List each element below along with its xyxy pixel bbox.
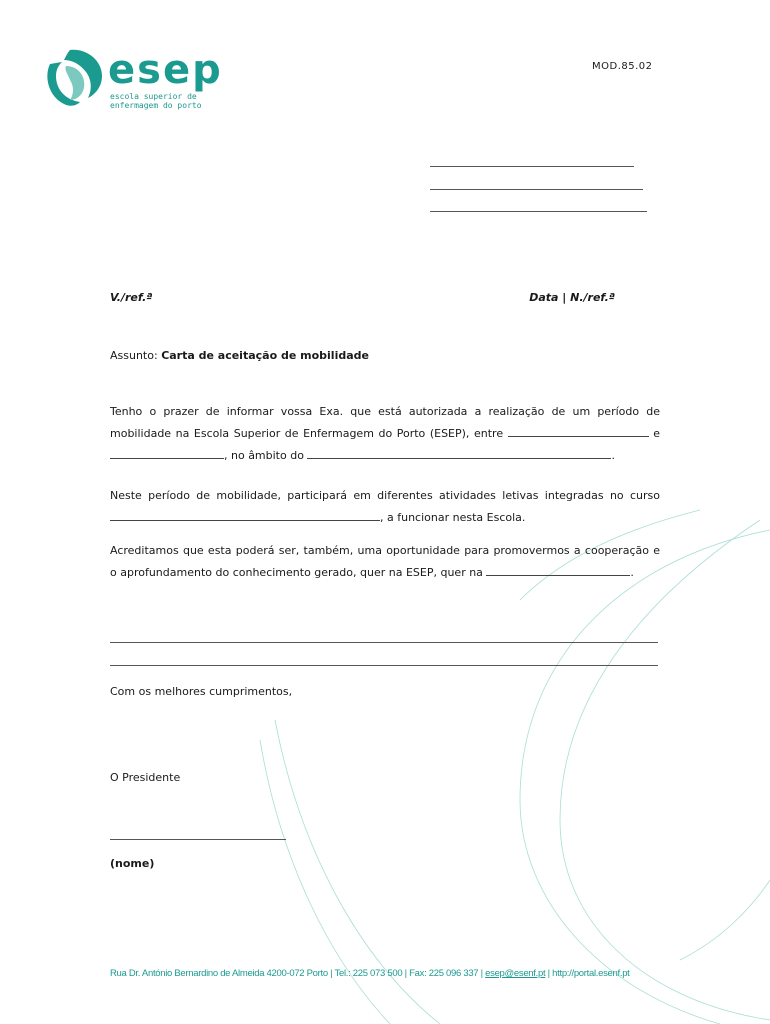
- paragraph-authorization-text-b: e: [653, 427, 660, 440]
- footer-separator: |: [545, 968, 553, 979]
- signatory-role: O Presidente: [110, 771, 181, 784]
- esep-logo: [40, 46, 240, 116]
- recipient-address-line-2: [430, 189, 643, 190]
- blank-institution: [486, 563, 630, 576]
- form-model-reference: MOD.85.02: [592, 61, 653, 72]
- subject-label: Assunto:: [110, 349, 158, 362]
- paragraph-activities: [110, 485, 660, 529]
- subject-text: Carta de aceitação de mobilidade: [161, 349, 369, 362]
- footer-address: Rua Dr. António Bernardino de Almeida 4200-072 Porto | Tel.: 225 073 500 | Fax: 225 096 337 |: [110, 968, 486, 979]
- your-reference-label: V./ref.ª: [110, 291, 153, 304]
- footer-contact: [110, 968, 630, 979]
- free-text-line-1: [110, 642, 658, 643]
- signatory-name: (nome): [110, 857, 155, 870]
- esep-logo-mark-icon: [40, 46, 106, 112]
- paragraph-authorization-text-c: , no âmbito do: [224, 449, 304, 462]
- paragraph-authorization: [110, 401, 660, 467]
- paragraph-activities-text-b: , a funcionar nesta Escola.: [380, 511, 526, 524]
- free-text-line-2: [110, 665, 658, 666]
- blank-end-date: [110, 446, 224, 459]
- paragraph-authorization-text-d: .: [611, 449, 615, 462]
- logo-wordmark: esep: [108, 47, 223, 93]
- closing-greeting: Com os melhores cumprimentos,: [110, 685, 293, 698]
- logo-subtitle-line1: escola superior de: [110, 92, 197, 101]
- recipient-address-line-3: [430, 211, 647, 212]
- paragraph-cooperation-text-a: Acreditamos que esta poderá ser, também, uma oportunidade para promovermos a cooperação e o aprofundamento do conhecimento gerado, quer na ESEP, quer na: [110, 544, 660, 579]
- reference-row: [110, 291, 615, 304]
- paragraph-cooperation: [110, 540, 660, 584]
- footer-website-link[interactable]: http://portal.esenf.pt: [552, 968, 630, 979]
- logo-subtitle-line2: enfermagem do porto: [110, 101, 202, 110]
- blank-start-date: [508, 424, 649, 437]
- logo-subtitle: [110, 92, 202, 110]
- blank-course: [110, 508, 380, 521]
- blank-program: [307, 446, 611, 459]
- paragraph-activities-text-a: Neste período de mobilidade, participará em diferentes atividades letivas integradas no curso: [110, 489, 660, 502]
- paragraph-authorization-text-a: Tenho o prazer de informar vossa Exa. que está autorizada a realização de um período de mobilidade na Escola Superior de Enfermagem do Porto (ESEP), entre: [110, 405, 660, 440]
- signature-line: [110, 839, 286, 840]
- subject-line: [110, 349, 369, 362]
- paragraph-cooperation-text-b: .: [630, 566, 634, 579]
- recipient-address-line-1: [430, 166, 634, 167]
- footer-email-link[interactable]: esep@esenf.pt: [485, 968, 546, 979]
- date-our-reference-label: Data | N./ref.ª: [529, 291, 615, 304]
